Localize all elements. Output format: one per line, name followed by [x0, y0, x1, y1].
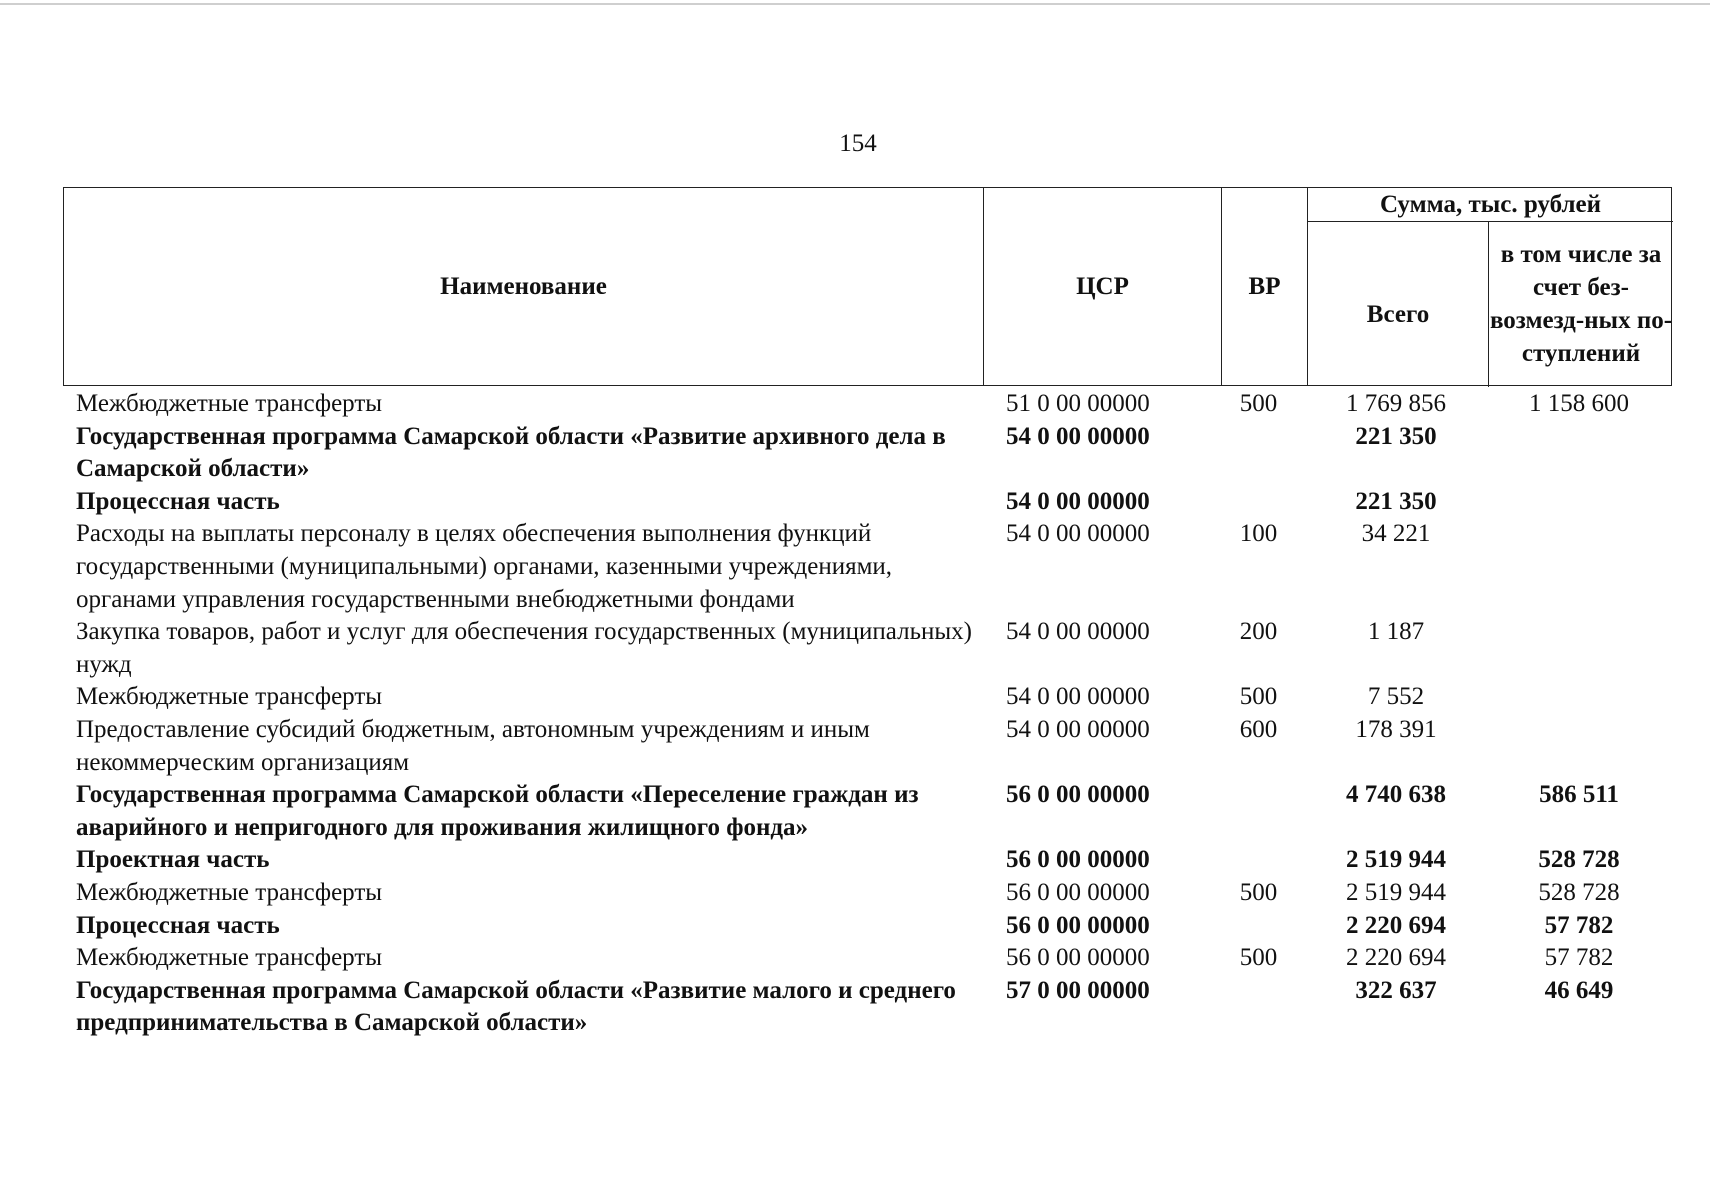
- row-total: 7 552: [1367, 683, 1425, 711]
- row-vr: 200: [1239, 618, 1278, 646]
- row-vr: [1211, 975, 1306, 1040]
- row-csr: 54 0 00 00000: [1006, 715, 1150, 743]
- row-vr: [1211, 779, 1306, 844]
- table-row: [63, 975, 1672, 1040]
- row-csr: 56 0 00 00000: [1006, 846, 1150, 874]
- row-free: [1486, 714, 1672, 779]
- row-csr: 54 0 00 00000: [1006, 618, 1150, 646]
- row-free: 1 158 600: [1529, 390, 1629, 417]
- table-row: [63, 681, 1672, 714]
- header-csr: ЦСР: [984, 188, 1222, 385]
- row-csr: 56 0 00 00000: [1006, 911, 1150, 939]
- row-name: Межбюджетные трансферты: [76, 683, 383, 711]
- table-body: [63, 388, 1672, 1040]
- header-vr: ВР: [1222, 188, 1308, 385]
- row-name: Проектная часть: [76, 846, 270, 874]
- table-row: [63, 421, 1672, 486]
- table-row: [63, 942, 1672, 975]
- row-total: 1 187: [1367, 618, 1425, 646]
- row-free: [1486, 616, 1672, 681]
- row-csr: 54 0 00 00000: [1006, 487, 1150, 515]
- row-vr: [1211, 910, 1306, 943]
- row-free: [1486, 681, 1672, 714]
- row-total: 2 220 694: [1346, 944, 1446, 972]
- table-row: [63, 844, 1672, 877]
- header-total: Всего: [1308, 221, 1489, 387]
- table-row: [63, 779, 1672, 844]
- row-free: [1486, 486, 1672, 519]
- row-csr: 54 0 00 00000: [1006, 422, 1150, 450]
- row-free: [1486, 421, 1672, 486]
- row-vr: [1211, 421, 1306, 486]
- row-vr: 500: [1239, 878, 1278, 906]
- table-row: [63, 877, 1672, 910]
- table-row: [63, 518, 1672, 616]
- row-vr: 500: [1239, 390, 1278, 417]
- row-vr: 100: [1239, 520, 1278, 548]
- row-total: 178 391: [1355, 715, 1437, 743]
- table-row: [63, 910, 1672, 943]
- row-csr: 51 0 00 00000: [1006, 390, 1150, 417]
- page-number: 154: [839, 130, 877, 157]
- row-total: 221 350: [1355, 422, 1437, 450]
- row-name: Расходы на выплаты персоналу в целях обеспечения выполнения функций государственными (муниципальными) органами, казенными учреждениями, органами управления государственными внебюджетными фондами: [76, 520, 893, 613]
- row-name: Межбюджетные трансферты: [76, 878, 383, 906]
- row-free: 57 782: [1544, 911, 1614, 939]
- row-csr: 56 0 00 00000: [1006, 781, 1150, 809]
- row-total: 1 769 856: [1346, 390, 1446, 417]
- row-free: 586 511: [1539, 781, 1619, 809]
- row-csr: 56 0 00 00000: [1006, 878, 1150, 906]
- row-free: 528 728: [1538, 878, 1620, 906]
- row-total: 221 350: [1355, 487, 1437, 515]
- row-vr: [1211, 486, 1306, 519]
- row-free: [1486, 518, 1672, 616]
- row-total: 34 221: [1361, 520, 1431, 548]
- row-total: 4 740 638: [1346, 781, 1446, 809]
- row-name: Закупка товаров, работ и услуг для обеспечения государственных (муниципальных) нужд: [76, 618, 972, 678]
- row-free: 528 728: [1538, 846, 1620, 874]
- row-name: Предоставление субсидий бюджетным, автономным учреждениям и иным некоммерческим организациям: [76, 715, 870, 776]
- row-csr: 56 0 00 00000: [1006, 944, 1150, 972]
- row-csr: 54 0 00 00000: [1006, 520, 1150, 548]
- row-total: 2 220 694: [1346, 911, 1446, 939]
- row-vr: 600: [1239, 715, 1278, 743]
- table-row: [63, 486, 1672, 519]
- row-total: 2 519 944: [1346, 846, 1446, 874]
- row-name: Государственная программа Самарской области «Развитие архивного дела в Самарской области»: [76, 422, 946, 483]
- row-name: Процессная часть: [76, 487, 280, 515]
- row-total: 322 637: [1355, 976, 1437, 1004]
- row-free: 57 782: [1544, 944, 1614, 972]
- table-header: [63, 187, 1672, 386]
- row-vr: [1211, 844, 1306, 877]
- table-row: [63, 616, 1672, 681]
- row-total: 2 519 944: [1346, 878, 1446, 906]
- row-vr: 500: [1239, 944, 1278, 972]
- row-vr: 500: [1239, 683, 1278, 711]
- header-free-receipts: в том числе за счет без-возмезд-ных по-ступлений: [1489, 241, 1673, 367]
- scan-top-border: [0, 3, 1710, 5]
- header-sum: Сумма, тыс. рублей: [1308, 188, 1673, 222]
- row-name: Межбюджетные трансферты: [76, 390, 383, 417]
- row-csr: 54 0 00 00000: [1006, 683, 1150, 711]
- table-row: [63, 714, 1672, 779]
- table-row: [63, 388, 1672, 421]
- header-name: Наименование: [64, 188, 984, 385]
- row-free: 46 649: [1544, 976, 1614, 1004]
- row-name: Процессная часть: [76, 911, 280, 939]
- row-name: Государственная программа Самарской области «Переселение граждан из аварийного и непригодного для проживания жилищного фонда»: [76, 781, 919, 841]
- row-csr: 57 0 00 00000: [1006, 976, 1150, 1004]
- row-name: Государственная программа Самарской области «Развитие малого и среднего предпринимательства в Самарской области»: [76, 976, 956, 1037]
- row-name: Межбюджетные трансферты: [76, 944, 383, 972]
